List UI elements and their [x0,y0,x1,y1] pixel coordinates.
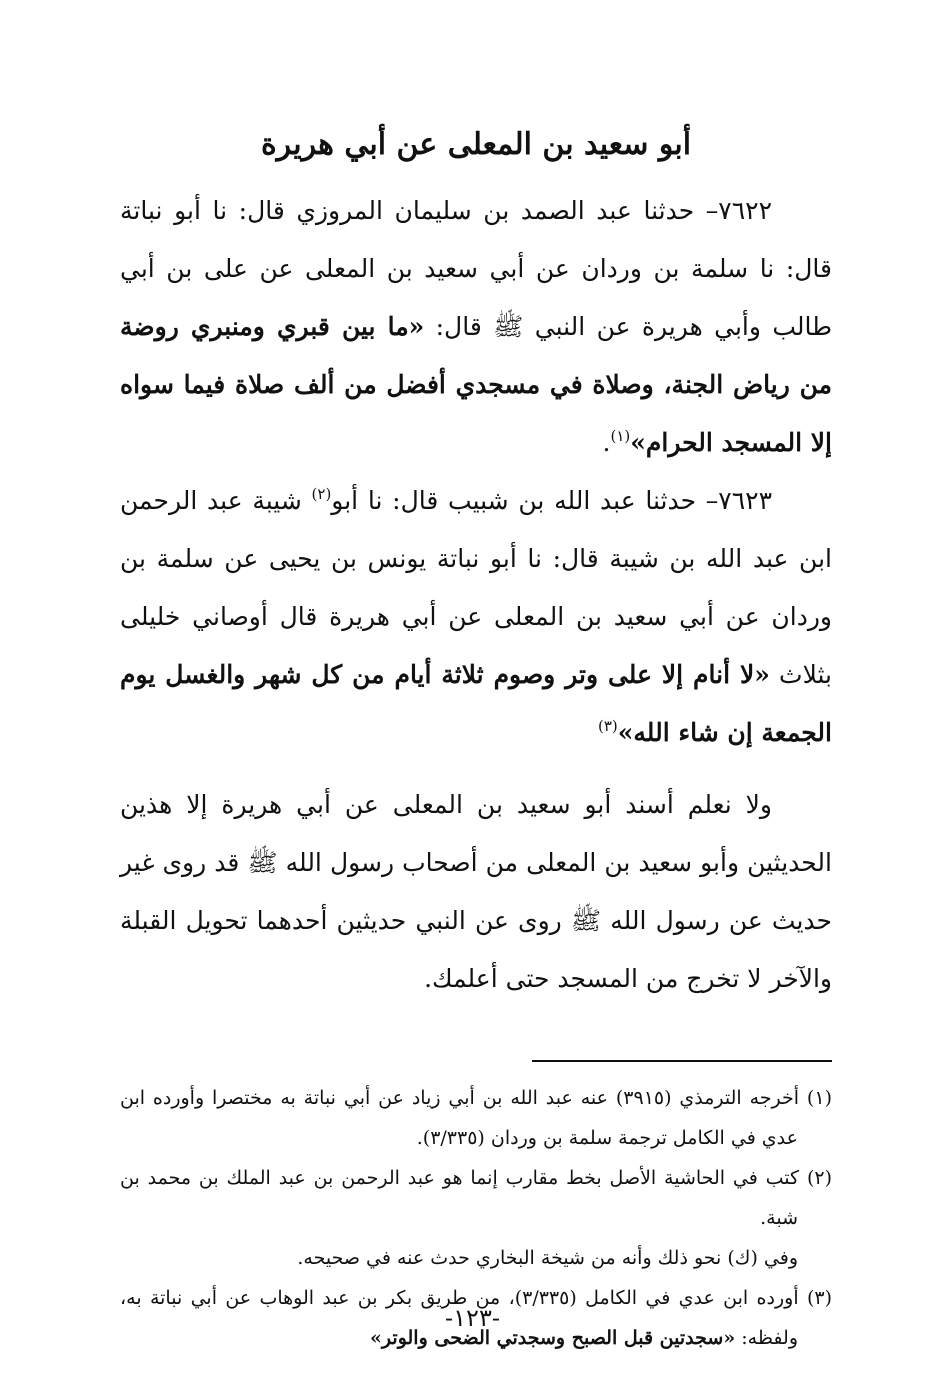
footnote-2: (٢) كتب في الحاشية الأصل بخط مقارب إنما هو عبد الرحمن بن عبد الملك بن محمد بن شبة. [120,1167,832,1229]
chapter-title: أبو سعيد بن المعلى عن أبي هريرة [260,127,692,162]
hadith-matn: «لا أنام إلا على وتر وصوم ثلاثة أيام من كل شهر والغسل يوم الجمعة إن شاء الله» [120,660,832,747]
footnote-separator [532,1060,832,1062]
hadith-isnad-part2: شيبة عبد الرحمن ابن عبد الله بن شيبة قال: نا أبو نباتة يونس بن يحيى عن سلمة بن وردان عن أبي سعيد بن المعلى عن أبي هريرة قال أوصاني خليلى بثلاث [120,486,833,689]
hadith-end: . [602,428,611,457]
hadith-number: ٧٦٢٣ [718,486,772,515]
hadith-matn: «ما بين قبري ومنبري روضة من رياض الجنة، وصلاة في مسجدي أفضل من ألف صلاة فيما سواه إلا المسجد الحرام» [120,312,832,457]
footnote-3-text: (٣) أورده ابن عدي في الكامل (٣/٣٣٥)، من طريق بكر بن عبد الوهاب عن أبي نباتة به، ولفظه: [120,1287,832,1349]
footnote-3-quote: «سجدتين قبل الصبح وسجدتي الضحى والوتر» [370,1327,736,1349]
footnote-ref-1: (١) [610,427,631,445]
commentary-paragraph: ولا نعلم أسند أبو سعيد بن المعلى عن أبي هريرة إلا هذين الحديثين وأبو سعيد بن المعلى من أصحاب رسول الله ﷺ قد روى غير حديث عن رسول الله ﷺ روى عن النبي حديثين أحدهما تحويل القبلة والآخر لا تخرج من المسجد حتى أعلمك. [120,790,832,993]
footnote-ref-2: (٢) [311,485,332,503]
hadith-isnad: – حدثنا عبد الصمد بن سليمان المروزي قال: نا أبو نباتة قال: نا سلمة بن وردان عن أبي سعيد بن المعلى عن على بن أبي طالب وأبي هريرة عن النبي ﷺ قال: [120,196,832,341]
footnote-ref-3: (٣) [597,717,618,735]
document-page [120,120,833,1349]
hadith-number: ٧٦٢٢ [718,196,772,225]
page-number: -١٢٣- [445,1304,500,1332]
hadith-7623 [120,472,832,762]
hadith-isnad-part1: – حدثنا عبد الله بن شبيب قال: نا أبو [331,486,719,515]
hadith-7622 [120,182,832,472]
footnote-1: (١) أخرجه الترمذي (٣٩١٥) عنه عبد الله بن أبي زياد عن أبي نباتة به مختصرا وأورده ابن عدي في الكامل ترجمة سلمة بن وردان (٣/٣٣٥). [120,1087,832,1149]
footnote-2-continuation: وفي (ك) نحو ذلك وأنه من شيخة البخاري حدث عنه في صحيحه. [297,1247,798,1269]
